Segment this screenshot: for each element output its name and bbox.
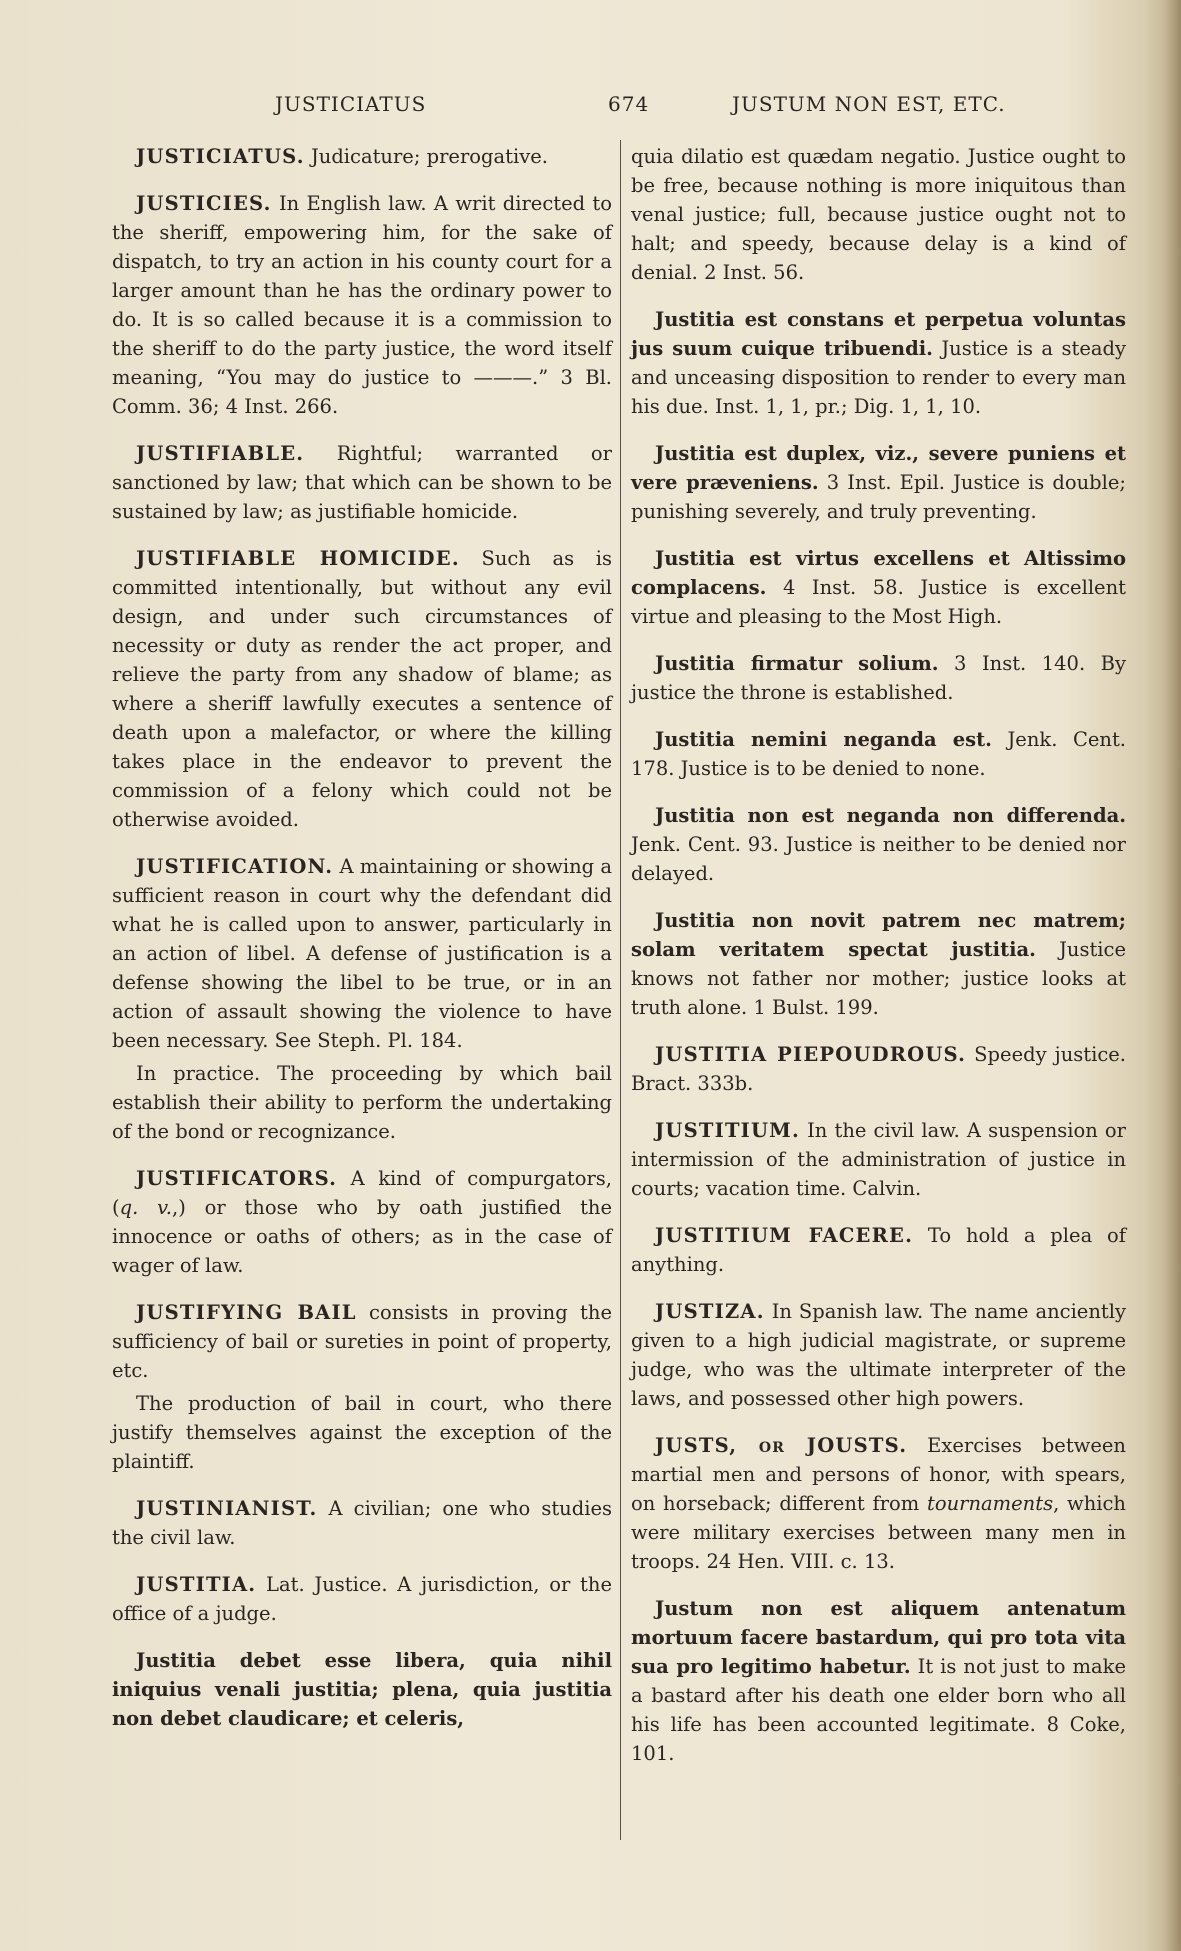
headword: JUSTIZA. xyxy=(655,1300,765,1323)
definition: ,) or those who by oath justified the innocence or oaths of others; as in the case of wager of law. xyxy=(112,1196,613,1277)
entry-justiciatus xyxy=(112,142,612,171)
maxim: Justitia est virtus excellens et Altissimo complacens. xyxy=(631,547,1126,599)
headword: JUSTITIUM FACERE. xyxy=(655,1224,914,1247)
headword: JUSTITIUM. xyxy=(655,1119,800,1142)
entry-justifying-bail-continued: The production of bail in court, who there justify themselves against the exception of the plaintiff. xyxy=(112,1392,612,1473)
entry-justificators xyxy=(112,1164,612,1280)
definition: consists in proving the sufficiency of bail or sureties in point of property, etc. xyxy=(112,1301,612,1382)
running-head-left: JUSTICIATUS xyxy=(275,92,427,116)
definition: It is not just to make a bastard after his death one elder born who all his life has been accounted legitimate. 8 Coke, 101. xyxy=(631,1655,1127,1765)
entry-justitia-est-virtus xyxy=(631,544,1126,631)
definition: 3 Inst. Epil. Justice is double; punishing severely, and truly preventing. xyxy=(631,471,1126,523)
entry-justifiable-homicide xyxy=(112,544,612,834)
definition: Jenk. Cent. 93. Justice is neither to be denied nor delayed. xyxy=(631,833,1126,885)
definition: 3 Inst. 140. By justice the throne is established. xyxy=(631,652,1126,704)
definition: Speedy justice. Bract. 333b. xyxy=(631,1043,1126,1095)
headword: JUSTS, or JOUSTS. xyxy=(655,1434,908,1457)
definition: 4 Inst. 58. Justice is excellent virtue and pleasing to the Most High. xyxy=(631,576,1126,628)
page-number: 674 xyxy=(608,92,650,116)
entry-justification xyxy=(112,852,612,1055)
entry-justinianist xyxy=(112,1494,612,1552)
definition: In English law. A writ directed to the sheriff, empowering him, for the sake of dispatch, to try an action in his county court for a larger amount than he has the ordinary power to do. It is so called because it is a commission to the sheriff to do the party justice, the word itself meaning, “You may do justice to ———.” 3 Bl. Comm. 36; 4 Inst. 266. xyxy=(112,192,612,418)
definition: In Spanish law. The name anciently given to a high judicial magistrate, or supreme judge, who was the ultimate interpreter of the laws, and possessed other high powers. xyxy=(631,1300,1126,1410)
maxim: Justitia est constans et perpetua voluntas jus suum cuique tribuendi. xyxy=(631,308,1126,360)
definition: Justice is a steady and unceasing disposition to render to every man his due. Inst. 1, 1, pr.; Dig. 1, 1, 10. xyxy=(631,337,1127,418)
definition: To hold a plea of anything. xyxy=(631,1224,1126,1276)
definition: A kind of compurgators, ( xyxy=(112,1167,612,1219)
entry-justitia-debet xyxy=(112,1646,612,1733)
entry-justiza xyxy=(631,1297,1126,1413)
column-divider xyxy=(620,140,621,1840)
maxim: Justum non est aliquem antenatum mortuum facere bastardum, qui pro tota vita sua pro legitimo habetur. xyxy=(631,1597,1126,1678)
cross-reference: q. v. xyxy=(119,1196,172,1219)
entry-justitia-firmatur xyxy=(631,649,1126,707)
maxim: Justitia debet esse libera, quia nihil iniquius venali justitia; plena, quia justitia non debet claudicare; et celeris, xyxy=(112,1649,612,1730)
definition: In the civil law. A suspension or intermission of the administration of justice in courts; vacation time. Calvin. xyxy=(631,1119,1126,1200)
entry-justification-continued: In practice. The proceeding by which bail establish their ability to perform the undertaking of the bond or recognizance. xyxy=(112,1062,612,1143)
headword: JUSTIFICATORS. xyxy=(136,1167,338,1190)
entry-justitia-est-duplex xyxy=(631,439,1126,526)
running-head-right: JUSTUM NON EST, ETC. xyxy=(732,92,1006,116)
definition: A civilian; one who studies the civil law. xyxy=(112,1497,612,1549)
headword: JUSTITIA PIEPOUDROUS. xyxy=(655,1043,967,1066)
headword: JUSTIFIABLE HOMICIDE. xyxy=(136,547,460,570)
maxim: Justitia nemini neganda est. xyxy=(655,728,992,751)
maxim: Justitia non est neganda non differenda. xyxy=(655,804,1126,827)
headword: JUSTINIANIST. xyxy=(136,1497,318,1520)
entry-justs-or-jousts xyxy=(631,1431,1126,1576)
definition: Rightful; warranted or sanctioned by law; that which can be shown to be sustained by law; as justifiable homicide. xyxy=(112,442,612,523)
definition: A maintaining or showing a sufficient reason in court why the defendant did what he is called upon to answer, particularly in an action of libel. A defense of justification is a defense showing the libel to be true, or in an action of assault showing the violence to have been necessary. See Steph. Pl. 184. xyxy=(112,855,612,1052)
maxim: Justitia firmatur solium. xyxy=(655,652,939,675)
entry-justitia-debet-continued xyxy=(631,142,1126,287)
definition: quia dilatio est quædam negatio. Justice ought to be free, because nothing is more iniquitous than venal justice; full, because justice ought not to halt; and speedy, because delay is a kind of denial. 2 Inst. 56. xyxy=(631,145,1126,284)
entry-justitium-facere xyxy=(631,1221,1126,1279)
page-edge xyxy=(1163,0,1181,1951)
maxim: Justitia non novit patrem nec matrem; solam veritatem spectat justitia. xyxy=(631,909,1126,961)
entry-justitia-non-novit xyxy=(631,906,1126,1022)
entry-justifying-bail xyxy=(112,1298,612,1385)
entry-justitia-est-constans xyxy=(631,305,1126,421)
headword: JUSTIFICATION. xyxy=(136,855,334,878)
definition: Such as is committed intentionally, but without any evil design, and under such circumstances of necessity or duty as render the act proper, and relieve the party from any shadow of blame; as where a sheriff lawfully executes a sentence of death upon a malefactor, or where the killing takes place in the endeavor to prevent the commission of a felony which could not be otherwise avoided. xyxy=(112,547,612,831)
headword: JUSTIFYING BAIL xyxy=(136,1301,357,1324)
entry-justifiable xyxy=(112,439,612,526)
emphasis: tournaments xyxy=(927,1492,1054,1515)
headword: JUSTITIA. xyxy=(136,1573,257,1596)
definition: Exercises between martial men and persons of honor, with spears, on horseback; different from xyxy=(631,1434,1126,1515)
headword: JUSTICIATUS. xyxy=(136,145,305,168)
definition: Judicature; prerogative. xyxy=(304,145,548,168)
headword: JUSTICIES. xyxy=(136,192,272,215)
entry-justicies xyxy=(112,189,612,421)
headword: JUSTIFIABLE. xyxy=(136,442,305,465)
definition: , which were military exercises between many men in troops. 24 Hen. VIII. c. 13. xyxy=(631,1492,1126,1573)
definition: Lat. Justice. A jurisdiction, or the office of a judge. xyxy=(112,1573,612,1625)
definition: Jenk. Cent. 178. Justice is to be denied to none. xyxy=(631,728,1127,780)
entry-justum-non-est xyxy=(631,1594,1126,1768)
entry-justitia-piepoudrous xyxy=(631,1040,1126,1098)
left-column xyxy=(112,142,612,1751)
entry-justitia xyxy=(112,1570,612,1628)
entry-justitium xyxy=(631,1116,1126,1203)
entry-justitia-nemini xyxy=(631,725,1126,783)
entry-justitia-non-est-neganda xyxy=(631,801,1126,888)
running-head xyxy=(110,92,1050,122)
maxim: Justitia est duplex, viz., severe puniens et vere præveniens. xyxy=(631,442,1126,494)
definition: Justice knows not father nor mother; justice looks at truth alone. 1 Bulst. 199. xyxy=(631,938,1126,1019)
right-column xyxy=(631,142,1126,1786)
